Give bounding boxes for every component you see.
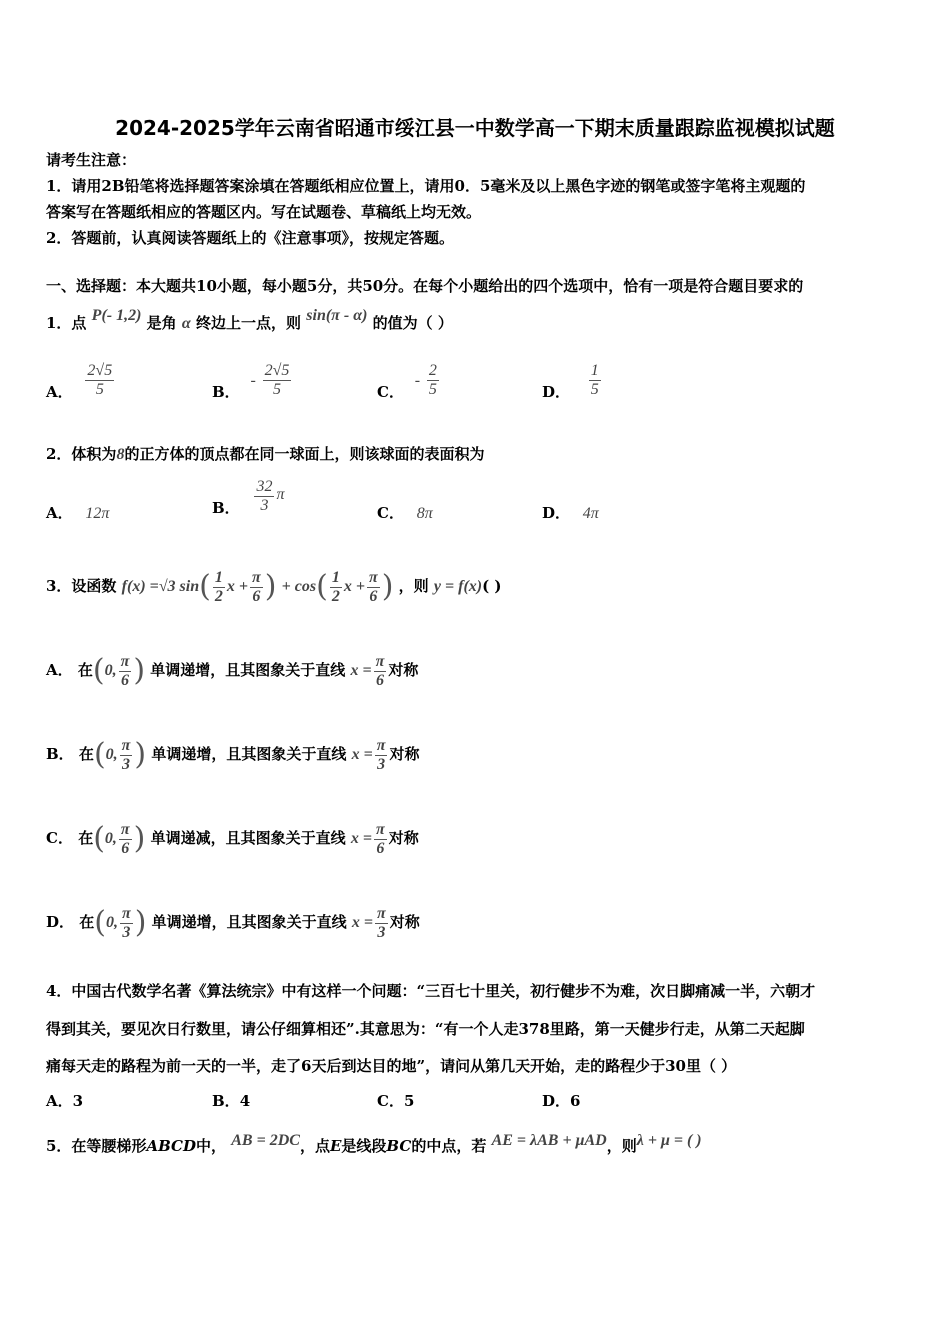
notice-item-1b: 答案写在答题纸相应的答题区内。写在试题卷、草稿纸上均无效。 bbox=[46, 203, 482, 221]
q3-option-c-zero: 0, bbox=[104, 830, 117, 847]
q3-option-d-pre: 在 bbox=[79, 913, 95, 931]
q3-option-d-label: D． bbox=[46, 913, 75, 931]
q2-option-d[interactable] bbox=[542, 502, 599, 523]
q3-number: 3．设函数 bbox=[46, 577, 117, 595]
question-2 bbox=[46, 444, 484, 465]
question-5 bbox=[46, 1132, 702, 1157]
q2-option-d-value: 4π bbox=[582, 505, 599, 522]
q3-option-d-post: 对称 bbox=[389, 913, 420, 931]
q3-option-a-mid: 单调递增，且其图象关于直线 bbox=[150, 661, 346, 679]
q3-option-c-pre: 在 bbox=[78, 829, 94, 847]
q1-option-b[interactable] bbox=[212, 362, 293, 399]
question-3: 3．设函数 f(x) =√3 sin( $\frac{1}{2}$ x + $\frac{\pi}{6}$ ) + cos( $\frac{1}{2}$ x + $\frac{\pi}{6}$ ) ，则 y = f(x)( ) bbox=[46, 568, 502, 605]
q3-pi6-fraction: $\frac{\pi}{6}$ bbox=[251, 568, 261, 605]
q5-text-c: ，点 bbox=[299, 1137, 330, 1155]
q3-option-c-x: x = bbox=[350, 830, 372, 847]
q3-option-d-interval: $\frac{\pi}{3}$ bbox=[121, 904, 131, 941]
q2-option-c-label: C． bbox=[377, 504, 404, 522]
q4-option-b-label: B． bbox=[212, 1092, 240, 1110]
q2-option-c[interactable] bbox=[377, 502, 433, 523]
q4-option-d[interactable] bbox=[542, 1090, 580, 1111]
q1-option-a-fraction: $\frac{2√5}{5}$ bbox=[87, 362, 113, 398]
q3-option-a-zero: 0, bbox=[104, 662, 117, 679]
q1-alpha: α bbox=[181, 315, 191, 332]
q3-option-a-post: 对称 bbox=[388, 661, 419, 679]
q3-tail-a: ，则 bbox=[398, 577, 429, 595]
q5-eq-2: AE = λAB + μAD bbox=[491, 1132, 607, 1149]
q3-x-plus-2: x + bbox=[343, 578, 365, 595]
q5-e: E bbox=[329, 1137, 342, 1155]
notice-item-2: 2．答题前，认真阅读答题纸上的《注意事项》，按规定答题。 bbox=[46, 229, 454, 247]
q2-text-b: 的正方体的顶点都在同一球面上，则该球面的表面积为 bbox=[124, 445, 485, 463]
q3-option-b-label: B． bbox=[46, 745, 74, 763]
q3-option-d[interactable]: D． 在(0, $\frac{\pi}{3}$ ) 单调递增，且其图象关于直线 x = $\frac{\pi}{3}$ 对称 bbox=[46, 904, 420, 941]
q1-option-b-fraction: $\frac{2√5}{5}$ bbox=[264, 362, 290, 398]
q1-number: 1．点 bbox=[46, 314, 87, 332]
q3-x-plus: x + bbox=[226, 578, 248, 595]
q1-text-b: 终边上一点，则 bbox=[196, 314, 302, 332]
q1-option-c-label: C． bbox=[377, 382, 404, 401]
q3-half-fraction-2: $\frac{1}{2}$ bbox=[331, 568, 340, 605]
q3-option-c-line: $\frac{\pi}{6}$ bbox=[375, 820, 385, 857]
q1-option-c-sign: - bbox=[414, 371, 421, 389]
q2-eight: 8 bbox=[116, 446, 125, 463]
q4-option-d-value: 6 bbox=[570, 1092, 581, 1110]
q1-option-a-label: A． bbox=[46, 382, 73, 401]
q1-expr: sin(π - α) bbox=[306, 307, 368, 324]
q5-text-b: 中， bbox=[196, 1137, 227, 1155]
q1-text-a: 是角 bbox=[146, 314, 177, 332]
q3-option-d-x: x = bbox=[351, 914, 374, 931]
notice-heading: 请考生注意： bbox=[46, 151, 137, 169]
q5-eq-1: AB = 2DC bbox=[231, 1132, 300, 1149]
q1-option-c[interactable] bbox=[377, 362, 441, 399]
q4-option-a-value: 3 bbox=[72, 1092, 84, 1110]
q3-option-b-line: $\frac{\pi}{3}$ bbox=[376, 736, 386, 773]
q3-function-lhs: f(x) =√3 sin bbox=[121, 578, 200, 595]
q2-option-d-label: D． bbox=[542, 504, 571, 522]
q3-option-a[interactable]: A． 在(0, $\frac{\pi}{6}$ ) 单调递增，且其图象关于直线 x = $\frac{\pi}{6}$ 对称 bbox=[46, 652, 419, 689]
q5-text-g: ，则 bbox=[606, 1137, 637, 1155]
q1-option-d[interactable] bbox=[542, 362, 603, 399]
q3-option-d-zero: 0, bbox=[105, 914, 118, 931]
q3-option-b-zero: 0, bbox=[105, 746, 118, 763]
q2-option-a-value: 12π bbox=[85, 505, 110, 522]
q5-abcd: ABCD bbox=[146, 1137, 196, 1155]
q3-option-b-mid: 单调递增，且其图象关于直线 bbox=[151, 745, 347, 763]
q4-line-1: 4．中国古代数学名著《算法统宗》中有这样一个问题：“三百七十里关，初行健步不为难，次日脚痛减一半，六朝才 bbox=[46, 982, 816, 1000]
q4-option-c-label: C． bbox=[377, 1092, 404, 1110]
q5-text-d: 是线段 bbox=[341, 1137, 387, 1155]
q3-y-eq: y = f(x) bbox=[433, 578, 483, 595]
q1-tail: 的值为（ ） bbox=[372, 314, 453, 332]
q3-option-b-interval: $\frac{\pi}{3}$ bbox=[121, 736, 131, 773]
q2-option-a[interactable] bbox=[46, 502, 109, 523]
notice-item-1a: 1．请用2B铅笔将选择题答案涂填在答题纸相应位置上，请用0．5毫米及以上黑色字迹的钢笔或签字笔将主观题的 bbox=[46, 177, 806, 195]
section-heading: 一、选择题：本大题共10小题，每小题5分，共50分。在每个小题给出的四个选项中，恰有一项是符合题目要求的 bbox=[46, 277, 804, 295]
q3-pi6-fraction-2: $\frac{\pi}{6}$ bbox=[368, 568, 378, 605]
q5-text-a: 5．在等腰梯形 bbox=[46, 1137, 147, 1155]
q3-option-a-pre: 在 bbox=[77, 661, 93, 679]
q4-line-2: 得到其关，要见次日行数里，请公仔细算相还”.其意思为：“有一个人走378里路，第一天健步行走，从第二天起脚 bbox=[46, 1020, 805, 1038]
q5-bc: BC bbox=[386, 1137, 412, 1155]
q3-option-c-label: C． bbox=[46, 829, 73, 847]
q1-option-a[interactable] bbox=[46, 362, 116, 399]
q3-option-c[interactable]: C． 在(0, $\frac{\pi}{6}$ ) 单调递减，且其图象关于直线 x = $\frac{\pi}{6}$ 对称 bbox=[46, 820, 419, 857]
q3-option-a-interval: $\frac{\pi}{6}$ bbox=[120, 652, 130, 689]
q4-option-a[interactable] bbox=[46, 1090, 83, 1111]
q1-option-c-fraction: $\frac{2}{5}$ bbox=[428, 362, 437, 398]
q3-option-b-pre: 在 bbox=[78, 745, 94, 763]
question-1 bbox=[46, 307, 453, 334]
q1-option-d-label: D． bbox=[542, 382, 571, 401]
q1-point: P(- 1,2) bbox=[91, 307, 142, 324]
q4-line-3: 痛每天走的路程为前一天的一半，走了6天后到达目的地”，请问从第几天开始，走的路程少于30里（ ） bbox=[46, 1057, 737, 1075]
q4-option-b[interactable] bbox=[212, 1090, 250, 1111]
q2-option-c-value: 8π bbox=[416, 505, 433, 522]
q3-option-c-post: 对称 bbox=[388, 829, 419, 847]
q3-half-fraction: $\frac{1}{2}$ bbox=[214, 568, 223, 605]
q3-option-d-line: $\frac{\pi}{3}$ bbox=[377, 904, 386, 941]
q3-option-a-line: $\frac{\pi}{6}$ bbox=[375, 652, 385, 689]
q3-option-d-mid: 单调递增，且其图象关于直线 bbox=[151, 913, 347, 931]
q1-option-b-sign: - bbox=[250, 371, 256, 389]
q2-option-b-pi: π bbox=[276, 485, 285, 503]
q3-option-c-interval: $\frac{\pi}{6}$ bbox=[120, 820, 130, 857]
q4-option-c[interactable] bbox=[377, 1090, 414, 1111]
q3-option-a-x: x = bbox=[350, 662, 372, 679]
q2-option-b-label: B． bbox=[212, 498, 240, 517]
q2-option-b-fraction: $\frac{32}{3}$ bbox=[256, 478, 273, 514]
q4-option-c-value: 5 bbox=[403, 1092, 415, 1110]
page-title: 2024-2025学年云南省昭通市绥江县一中数学高一下期末质量跟踪监视模拟试题 bbox=[115, 116, 835, 140]
q4-option-d-label: D． bbox=[542, 1092, 571, 1110]
q3-option-a-label: A． bbox=[46, 661, 73, 679]
q3-option-b-x: x = bbox=[351, 746, 373, 763]
q1-option-d-fraction: $\frac{1}{5}$ bbox=[590, 362, 599, 398]
q4-option-b-value: 4 bbox=[239, 1092, 251, 1110]
q5-text-f: 的中点，若 bbox=[411, 1137, 487, 1155]
q2-text-a: 2．体积为 bbox=[46, 445, 117, 463]
q3-option-b[interactable]: B． 在(0, $\frac{\pi}{3}$ ) 单调递增，且其图象关于直线 x = $\frac{\pi}{3}$ 对称 bbox=[46, 736, 420, 773]
q2-option-a-label: A． bbox=[46, 504, 73, 522]
q3-option-c-mid: 单调递减，且其图象关于直线 bbox=[150, 829, 346, 847]
q3-option-b-post: 对称 bbox=[389, 745, 420, 763]
q1-option-b-label: B． bbox=[212, 382, 240, 401]
q2-option-b[interactable] bbox=[212, 478, 284, 515]
q5-eq-3: λ + μ = ( ) bbox=[636, 1132, 702, 1149]
q4-option-a-label: A． bbox=[46, 1092, 73, 1110]
q3-plus-cos: + cos bbox=[281, 578, 317, 595]
q3-tail-b: ( ) bbox=[482, 577, 502, 595]
